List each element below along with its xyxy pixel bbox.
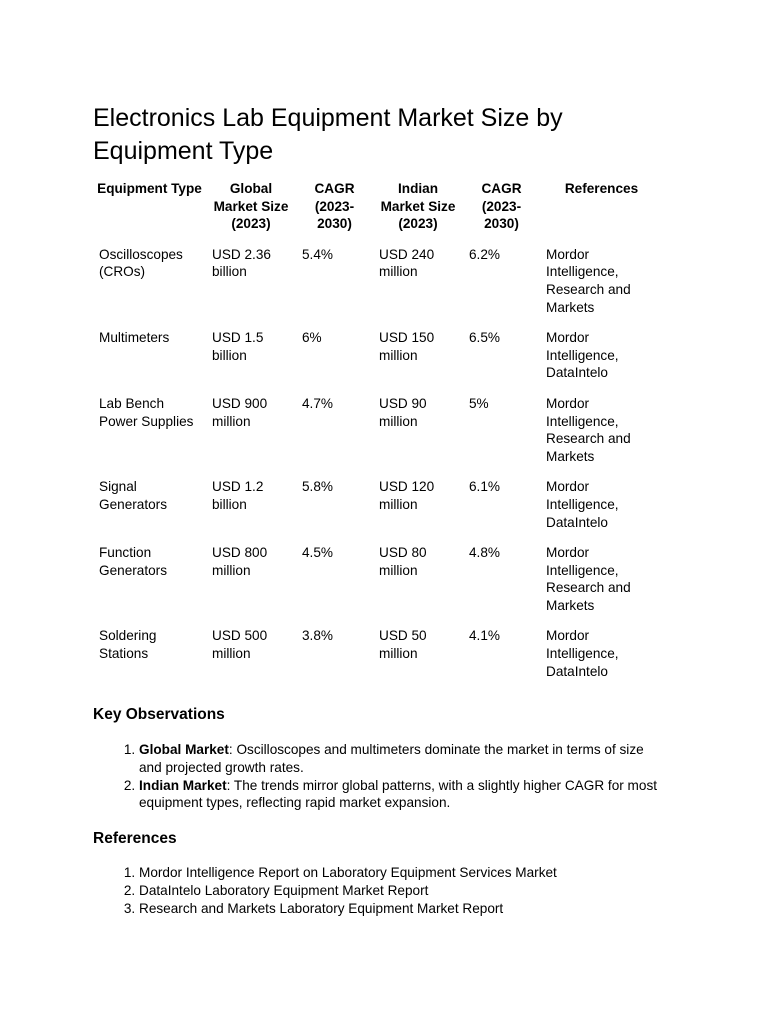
list-item: 1. Mordor Intelligence Report on Laboratory Equipment Services Market [139, 864, 669, 882]
cell-indian-cagr: 4.1% [469, 628, 500, 644]
cell-equipment-type: Function Generators [99, 545, 168, 578]
cell-global-cagr: 5.4% [302, 246, 333, 262]
cell-global-market-size: USD 1.2 billion [212, 479, 264, 512]
cell-indian-market-size: USD 80 million [379, 545, 427, 578]
cell-global-market-size: USD 900 million [212, 395, 268, 429]
cell-indian-market-size: USD 120 million [379, 479, 435, 512]
cell-global-market-size: USD 800 million [212, 545, 268, 578]
header-indian-cagr: CAGR (2023-2030) [481, 181, 522, 232]
cell-global-market-size: USD 1.5 billion [212, 330, 264, 363]
observation-text: : The trends mirror global patterns, with a slightly higher CAGR for most equipment types, reflecting rapid market expansion. [139, 777, 658, 811]
table-row [93, 395, 663, 478]
cell-global-cagr: 4.5% [302, 545, 333, 561]
cell-global-cagr: 5.8% [302, 479, 333, 495]
header-global-market-size: Global Market Size (2023) [213, 181, 289, 232]
cell-equipment-type: Lab Bench Power Supplies [99, 395, 194, 429]
cell-indian-cagr: 5% [469, 395, 489, 411]
cell-references: Mordor Intelligence, Research and Markets [546, 545, 631, 613]
table-row [93, 544, 663, 627]
cell-indian-market-size: USD 150 million [379, 330, 435, 363]
table-row [93, 627, 663, 693]
cell-indian-cagr: 4.8% [469, 545, 500, 561]
cell-equipment-type: Oscilloscopes (CROs) [99, 246, 183, 280]
cell-global-market-size: USD 500 million [212, 628, 268, 662]
cell-references: Mordor Intelligence, Research and Markets [546, 246, 631, 315]
cell-global-market-size: USD 2.36 billion [212, 246, 271, 280]
key-observations-heading: Key Observations [93, 706, 225, 723]
header-equipment-type: Equipment Type [97, 181, 202, 196]
cell-references: Mordor Intelligence, Research and Markets [546, 395, 631, 464]
list-item [139, 741, 669, 777]
table-row [93, 478, 663, 544]
list-item: 3. Research and Markets Laboratory Equipment Market Report [139, 900, 669, 918]
cell-indian-cagr: 6.5% [469, 330, 500, 346]
observation-term: Indian Market [139, 777, 227, 793]
market-size-table [93, 180, 663, 693]
header-global-cagr: CAGR (2023-2030) [314, 181, 355, 232]
references-heading: References [93, 830, 177, 847]
cell-references: Mordor Intelligence, DataIntelo [546, 628, 619, 679]
header-indian-market-size: Indian Market Size (2023) [380, 181, 456, 232]
list-item [139, 777, 669, 813]
table-header-row [93, 180, 663, 246]
cell-global-cagr: 3.8% [302, 628, 333, 644]
cell-equipment-type: Signal Generators [99, 479, 168, 512]
cell-equipment-type: Soldering Stations [99, 628, 157, 662]
list-item: 2. DataIntelo Laboratory Equipment Market Report [139, 882, 669, 900]
table-row [93, 329, 663, 395]
cell-equipment-type: Multimeters [99, 330, 170, 346]
key-observations-list [93, 741, 669, 812]
observation-term: Global Market [139, 742, 229, 757]
cell-indian-market-size: USD 90 million [379, 395, 427, 429]
document-page [93, 102, 683, 916]
cell-indian-market-size: USD 50 million [379, 628, 427, 662]
cell-global-cagr: 6% [302, 330, 322, 346]
header-references: References [564, 181, 639, 196]
cell-indian-market-size: USD 240 million [379, 246, 435, 280]
cell-global-cagr: 4.7% [302, 395, 333, 411]
observation-text: : Oscilloscopes and multimeters dominate the market in terms of size and projected growth rates. [139, 742, 644, 775]
references-list [93, 864, 669, 917]
cell-indian-cagr: 6.1% [469, 479, 500, 495]
cell-references: Mordor Intelligence, DataIntelo [546, 479, 619, 530]
cell-indian-cagr: 6.2% [469, 246, 500, 262]
table-row [93, 246, 663, 329]
cell-references: Mordor Intelligence, DataIntelo [546, 330, 619, 381]
page-title: Electronics Lab Equipment Market Size by Equipment Type [93, 104, 563, 165]
